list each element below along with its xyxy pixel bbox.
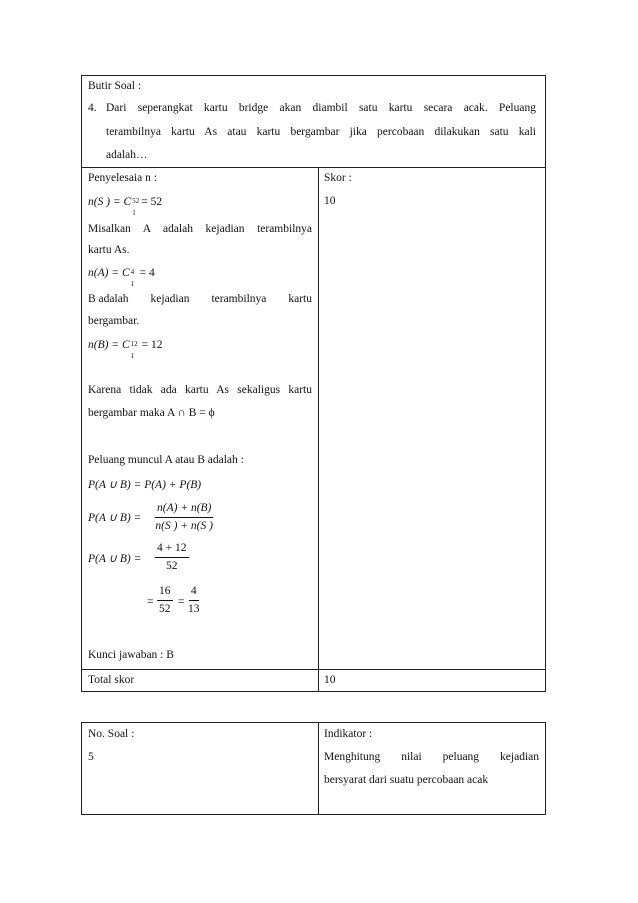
misalkan-a-line-1: Misalkan A adalah kejadian terambilnya <box>88 223 312 235</box>
butir-soal-header: Butir Soal : <box>88 80 142 92</box>
na-sub: 1 <box>130 280 135 288</box>
equation-4-denominator-1: 52 <box>159 602 171 615</box>
nb-sup: 12 <box>130 340 138 348</box>
equation-2-denominator: n(S ) + n(S ) <box>155 519 213 532</box>
equation-4-denominator-2: 13 <box>188 602 200 615</box>
nb-text: n(B) = C <box>88 339 130 351</box>
total-skor-value: 10 <box>324 674 336 686</box>
equation-3-lhs: P(A ∪ B) = <box>88 553 142 565</box>
b-word-3: terambilnya <box>211 293 267 305</box>
na-formula <box>88 267 155 288</box>
question-line-1: Dari seperangkat kartu bridge akan diambil satu kartu secara acak. Peluang <box>106 102 536 114</box>
equation-4-numerator-1: 16 <box>157 586 173 601</box>
equation-sum-rule: P(A ∪ B) = P(A) + P(B) <box>88 479 202 491</box>
ns-sup: 52 <box>132 197 140 205</box>
equation-2-fraction <box>155 503 213 532</box>
penyelesaian-header: Penyelesaia n : <box>88 172 157 184</box>
equation-4-fraction-2 <box>188 586 200 615</box>
indikator-label: Indikator : <box>324 728 373 740</box>
equation-2-numerator: n(A) + n(B) <box>155 503 213 518</box>
skor-header: Skor : <box>324 172 352 184</box>
indikator-word-2: nilai <box>401 751 422 763</box>
equation-3-fraction <box>155 543 189 572</box>
equation-4-equals-1: = <box>147 596 154 608</box>
butir-soal-cell <box>81 75 546 168</box>
b-word-1: B adalah <box>88 293 129 305</box>
skor-cell <box>318 167 546 670</box>
indikator-word-1: Menghitung <box>324 751 381 763</box>
question-line-3: adalah… <box>106 149 148 161</box>
ns-text: n(S ) = C <box>88 196 132 208</box>
na-value: = 4 <box>139 267 155 279</box>
skor-value: 10 <box>324 195 336 207</box>
karena-line-2: bergambar maka A ∩ B = ϕ <box>88 407 215 419</box>
indikator-line-2: bersyarat dari suatu percobaan acak <box>324 774 489 786</box>
equation-4-equals-2: = <box>178 596 185 608</box>
equation-4-numerator-2: 4 <box>189 586 199 601</box>
question-number: 4. <box>88 102 97 114</box>
indikator-word-4: kejadian <box>500 751 539 763</box>
ns-value: = 52 <box>141 196 163 208</box>
no-soal-label: No. Soal : <box>88 728 135 740</box>
na-text: n(A) = C <box>88 267 130 279</box>
no-soal-value: 5 <box>88 751 94 763</box>
equation-2-lhs: P(A ∪ B) = <box>88 512 142 524</box>
equation-3-numerator: 4 + 12 <box>155 543 189 558</box>
equation-3-denominator: 52 <box>166 559 178 572</box>
b-word-4: kartu <box>288 293 312 305</box>
b-definition-line-2: bergambar. <box>88 315 140 327</box>
ns-formula <box>88 196 163 217</box>
misalkan-a-line-2: kartu As. <box>88 244 130 256</box>
total-skor-label: Total skor <box>88 674 135 686</box>
total-skor-value-cell <box>318 669 546 692</box>
nb-sub: 1 <box>130 352 135 360</box>
karena-line-1: Karena tidak ada kartu As sekaligus kartu <box>88 384 312 396</box>
equation-4-fraction-1 <box>157 586 173 615</box>
ns-sub: 1 <box>132 209 136 217</box>
peluang-line: Peluang muncul A atau B adalah : <box>88 454 244 466</box>
question-line-2: terambilnya kartu As atau kartu bergambar jika percobaan dilakukan satu kali <box>106 126 536 138</box>
na-sup: 4 <box>130 268 135 276</box>
nb-formula <box>88 339 163 360</box>
kunci-jawaban: Kunci jawaban : B <box>88 649 174 661</box>
indikator-word-3: peluang <box>442 751 480 763</box>
nb-value: = 12 <box>141 339 163 351</box>
indikator-line-1 <box>324 752 539 764</box>
b-word-2: kejadian <box>150 293 190 305</box>
b-definition-line-1 <box>88 294 312 306</box>
